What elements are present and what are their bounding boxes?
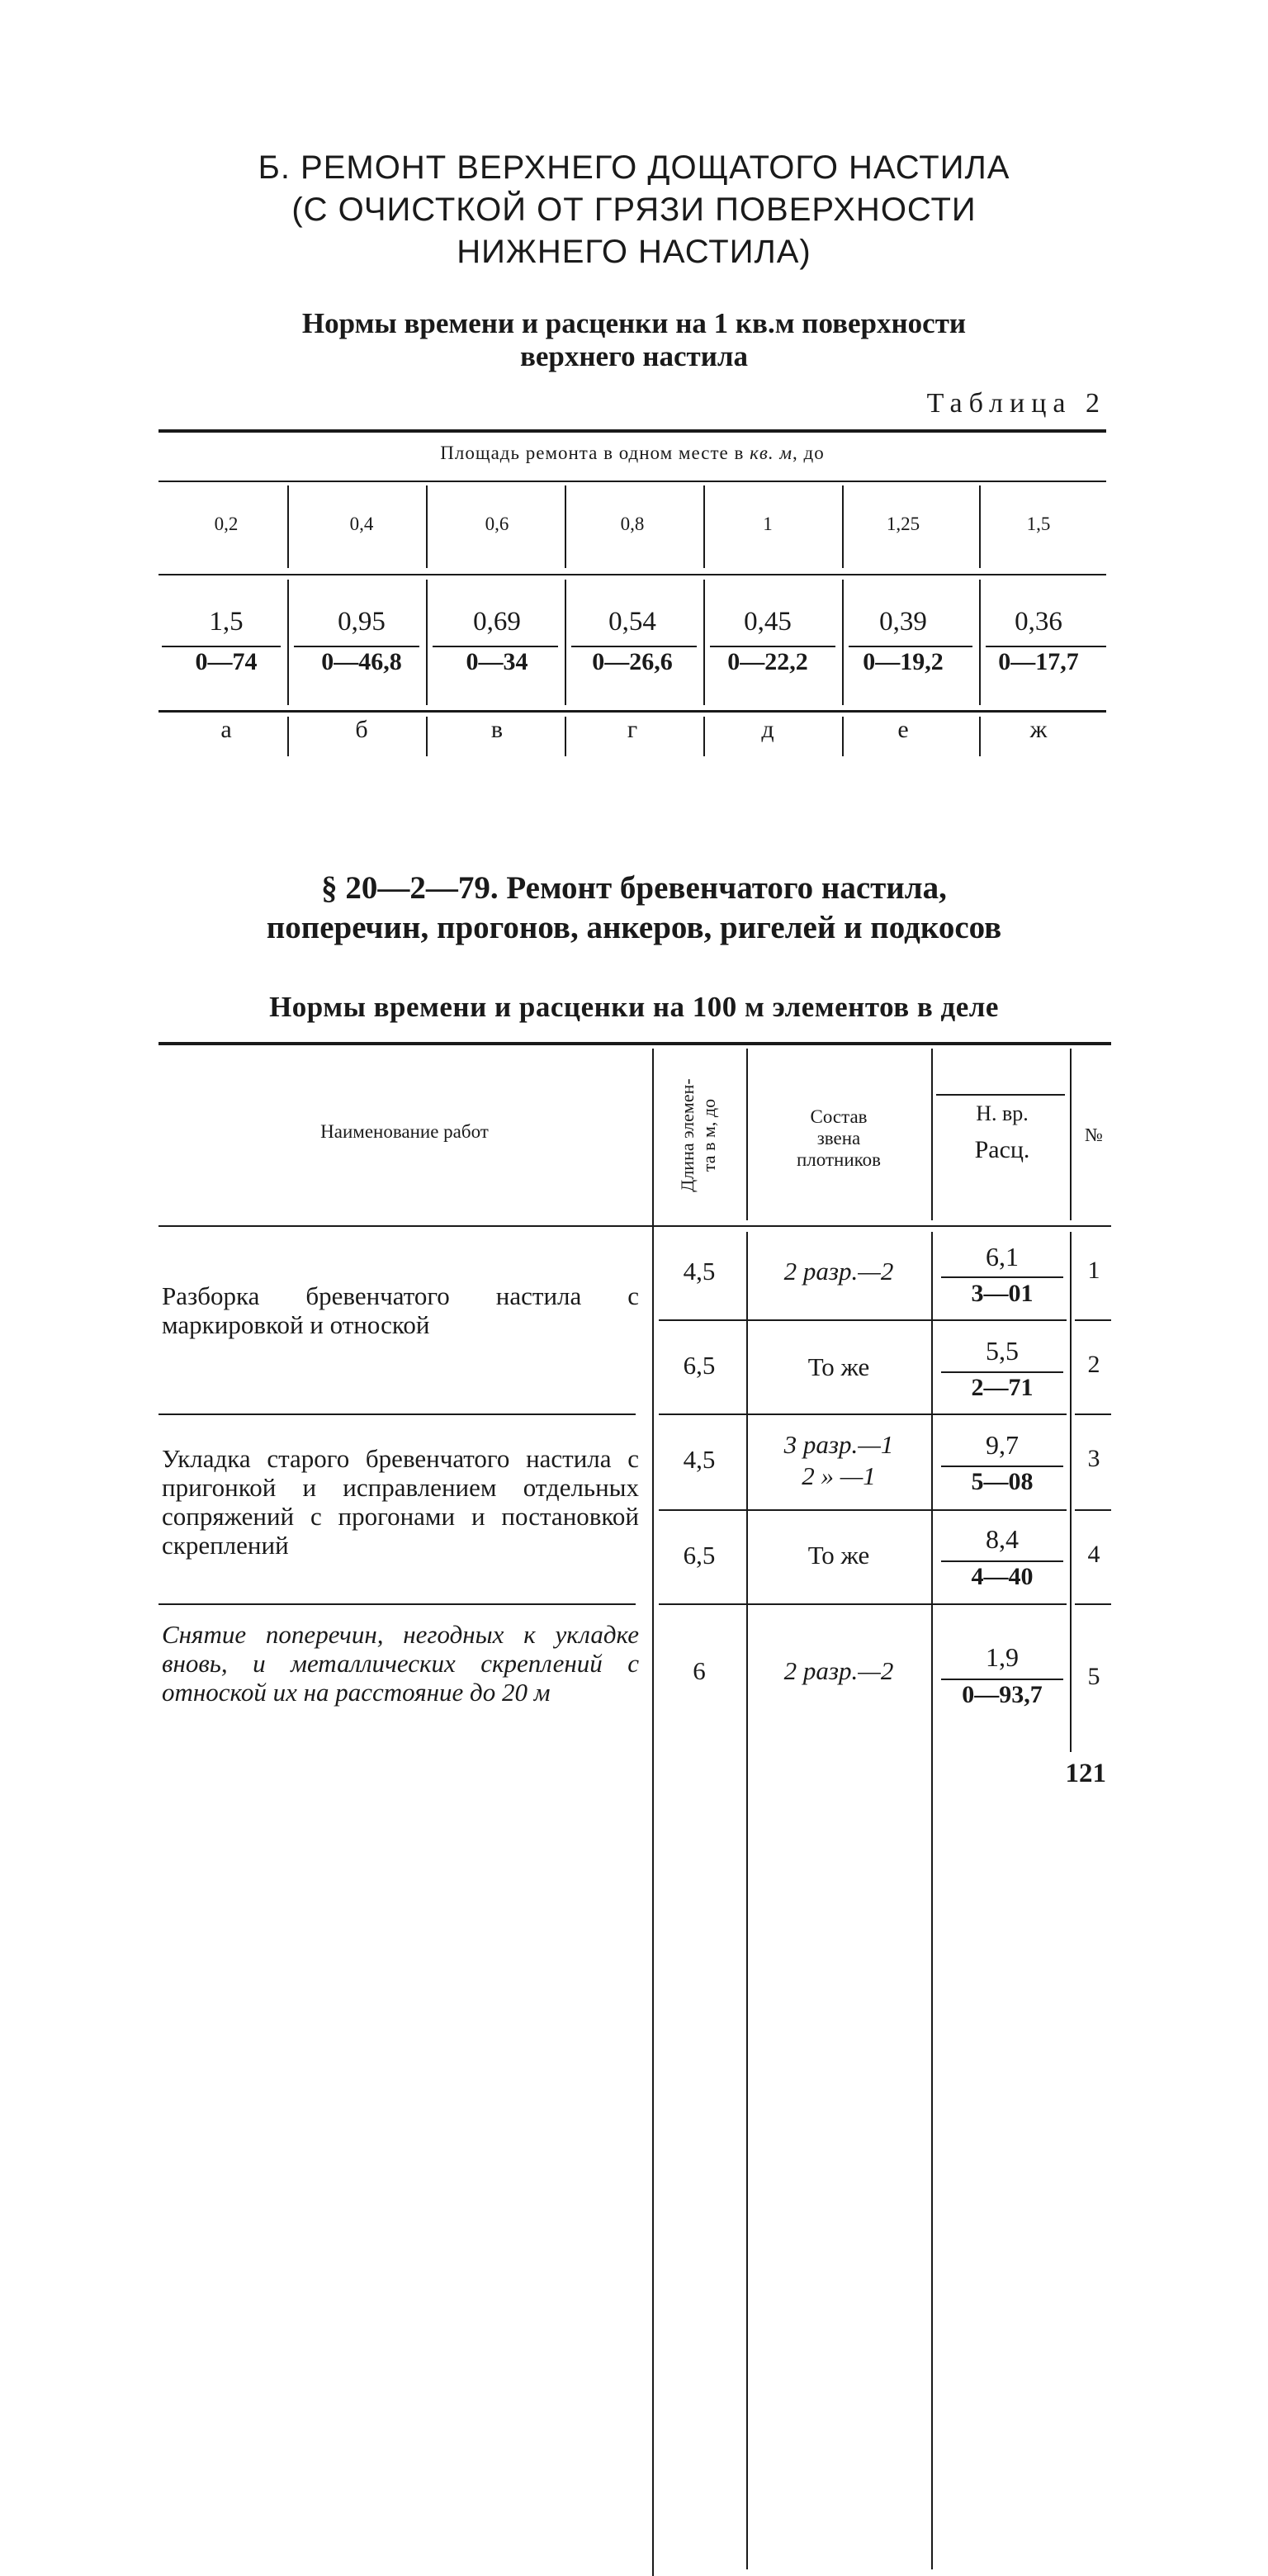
- table2-letter-row: [158, 716, 1106, 744]
- table2-rate-cell: 0—19,2: [863, 648, 944, 675]
- fraction-bar: [433, 646, 558, 647]
- table3-header-length-line: Длина элемен-: [677, 1078, 698, 1192]
- length-cell: 4,5: [683, 1445, 716, 1474]
- table2-size-cell: 1,25: [886, 514, 920, 534]
- fraction-bar: [941, 1679, 1063, 1680]
- section-b-title-line: (С ОЧИСТКОЙ ОТ ГРЯЗИ ПОВЕРХНОСТИ: [291, 192, 977, 228]
- row-number: 4: [1087, 1541, 1100, 1568]
- norm-time-cell: 9,7: [986, 1430, 1019, 1460]
- table-rule: [158, 429, 1106, 433]
- norm-time-cell: 1,9: [986, 1642, 1019, 1672]
- norm-rate-cell: 3—01: [971, 1280, 1034, 1307]
- table2-letter-cell: г: [627, 716, 638, 743]
- length-cell: 6: [693, 1656, 706, 1685]
- table-rule: [1070, 1049, 1072, 1220]
- table2-letter-cell: в: [490, 716, 504, 743]
- section-title-line: поперечин, прогонов, анкеров, ригелей и подкосов: [266, 910, 1002, 945]
- section-b-title-line: Б. РЕМОНТ ВЕРХНЕГО ДОЩАТОГО НАСТИЛА: [258, 149, 1010, 186]
- section-b-title: [0, 147, 1268, 273]
- table-rule: [1075, 1603, 1111, 1605]
- section-b-title-line: НИЖНЕГО НАСТИЛА): [457, 234, 811, 270]
- table-rule: [158, 1042, 1111, 1045]
- table2-letter-cell: е: [897, 716, 909, 743]
- table2-time-cell: 0,69: [473, 607, 521, 637]
- table-rule: [287, 580, 289, 705]
- table2-header-text: Площадь ремонта в одном месте в: [440, 443, 750, 463]
- table-rule: [659, 1509, 1067, 1511]
- table-rule: [931, 1232, 933, 2569]
- section-title-line: § 20—2—79. Ремонт бревенчатого настила,: [321, 870, 947, 906]
- table2-rate-cell: 0—46,8: [321, 648, 402, 675]
- crew-cell: 2 разр.—2: [783, 1656, 894, 1685]
- table-rule: [842, 580, 844, 705]
- table2-rate-cell: 0—22,2: [727, 648, 808, 675]
- fraction-bar: [294, 646, 419, 647]
- row-number: 1: [1087, 1257, 1100, 1284]
- fraction-bar: [941, 1466, 1063, 1467]
- work-description: Снятие поперечин, негодных к укладке вновь, и металлических скреплений с отноской их на расстояние до 20 м: [162, 1620, 639, 1707]
- table-rule: [659, 1319, 1067, 1321]
- table-rule: [1075, 1413, 1111, 1415]
- table2-time-cell: 0,95: [338, 607, 386, 637]
- table-rule: [158, 1225, 1111, 1227]
- table2-time-row: [158, 607, 1106, 637]
- norm-rate-cell: 5—08: [971, 1468, 1034, 1495]
- table2-header: [158, 443, 1106, 464]
- table2-size-cell: 1: [763, 514, 773, 534]
- table-rule: [426, 580, 428, 705]
- table-rule: [158, 574, 1106, 575]
- length-cell: 6,5: [683, 1541, 716, 1570]
- table-label: Таблица 2: [926, 388, 1106, 419]
- table3-header-work: Наименование работ: [320, 1121, 489, 1142]
- table3-header-number: №: [1085, 1125, 1103, 1145]
- table2-letter-cell: а: [220, 716, 232, 743]
- table-rule: [931, 1049, 933, 1220]
- table2-size-cell: 0,6: [485, 514, 509, 534]
- norms-heading-line: верхнего настила: [519, 340, 749, 372]
- fraction-bar: [941, 1276, 1063, 1278]
- table-rule: [1075, 1319, 1111, 1321]
- work-description: Разборка бревенчатого настила с маркировкой и отноской: [162, 1281, 639, 1339]
- fraction-bar: [941, 1560, 1063, 1562]
- table2-rate-cell: 0—26,6: [592, 648, 673, 675]
- table2-time-cell: 0,45: [744, 607, 792, 637]
- table3-header-norm-rate: Расц.: [974, 1136, 1030, 1163]
- fraction-bar: [710, 646, 835, 647]
- table2-rate-cell: 0—34: [466, 648, 528, 675]
- table-rule: [703, 580, 705, 705]
- table2-time-cell: 1,5: [209, 607, 244, 637]
- table-rule: [659, 1413, 1067, 1415]
- table3-header-crew-line: плотников: [796, 1149, 882, 1170]
- norms-heading-line: Нормы времени и расценки на 1 кв.м поверхности: [301, 307, 967, 339]
- table-rule: [1070, 1232, 1072, 1752]
- table2-size-cell: 1,5: [1026, 514, 1051, 534]
- table-rule: [979, 580, 981, 705]
- table-rule: [659, 1603, 1067, 1605]
- table3-header-length-text: [677, 1078, 720, 1191]
- length-cell: 4,5: [683, 1257, 716, 1286]
- norm-time-cell: 5,5: [986, 1336, 1019, 1366]
- table3-header-length: [654, 1053, 745, 1218]
- row-number: 2: [1087, 1351, 1100, 1378]
- table3-header-crew: [747, 1106, 930, 1171]
- table2-size-cell: 0,2: [214, 514, 239, 534]
- crew-cell: 2 » —1: [802, 1461, 876, 1490]
- table3-header-norm: [934, 1103, 1070, 1161]
- table2-time-cell: 0,54: [608, 607, 656, 637]
- norm-time-cell: 8,4: [986, 1524, 1019, 1554]
- table3-header-crew-line: Состав: [810, 1106, 868, 1127]
- row-number: 5: [1087, 1663, 1100, 1690]
- table2-rate-row: [158, 648, 1106, 676]
- table2-header-unit: кв. м: [750, 443, 793, 463]
- crew-cell: То же: [807, 1352, 870, 1381]
- table2-letter-cell: б: [355, 716, 368, 743]
- table-rule: [158, 481, 1106, 482]
- fraction-bar: [941, 1371, 1063, 1373]
- table-rule: [1075, 1509, 1111, 1511]
- fraction-bar: [162, 646, 281, 647]
- table2-rate-cell: 0—17,7: [998, 648, 1079, 675]
- table-rule: [158, 710, 1106, 713]
- table2-rate-cell: 0—74: [195, 648, 258, 675]
- table2-size-row: [158, 514, 1106, 535]
- row-number: 3: [1087, 1445, 1100, 1472]
- norms-heading-2: Нормы времени и расценки на 100 м элементов в деле: [269, 991, 999, 1023]
- crew-cell: 3 разр.—1: [783, 1430, 894, 1459]
- table2-letter-cell: д: [761, 716, 774, 743]
- page-number: 121: [1065, 1759, 1106, 1788]
- table2-header-suffix: , до: [792, 443, 825, 463]
- work-description: Укладка старого бревенчатого настила с пригонкой и исправлением отдельных сопряжений с прогонами и постановкой скреплений: [162, 1444, 639, 1560]
- table-rule: [565, 580, 566, 705]
- length-cell: 6,5: [683, 1351, 716, 1380]
- table3-header-crew-line: звена: [816, 1128, 861, 1148]
- table2-time-cell: 0,39: [879, 607, 927, 637]
- fraction-bar: [849, 646, 972, 647]
- table3-header-length-line: та в м, до: [698, 1098, 719, 1172]
- fraction-bar: [986, 646, 1106, 647]
- norms-heading: [0, 307, 1268, 373]
- norm-rate-cell: 2—71: [971, 1374, 1034, 1401]
- crew-cell: То же: [807, 1541, 870, 1570]
- norm-rate-cell: 4—40: [971, 1563, 1034, 1590]
- table2-time-cell: 0,36: [1015, 607, 1062, 637]
- table-rule: [158, 1413, 636, 1415]
- table3-header-norm-time: Н. вр.: [976, 1101, 1029, 1125]
- table2-size-cell: 0,4: [349, 514, 374, 534]
- table-rule: [158, 1603, 636, 1605]
- fraction-bar: [571, 646, 697, 647]
- table2-size-cell: 0,8: [620, 514, 645, 534]
- norm-rate-cell: 0—93,7: [962, 1681, 1043, 1708]
- crew-cell: 2 разр.—2: [783, 1257, 894, 1286]
- table-rule: [936, 1094, 1065, 1096]
- section-title: [0, 869, 1268, 948]
- norm-time-cell: 6,1: [986, 1242, 1019, 1271]
- table2-letter-cell: ж: [1029, 716, 1048, 743]
